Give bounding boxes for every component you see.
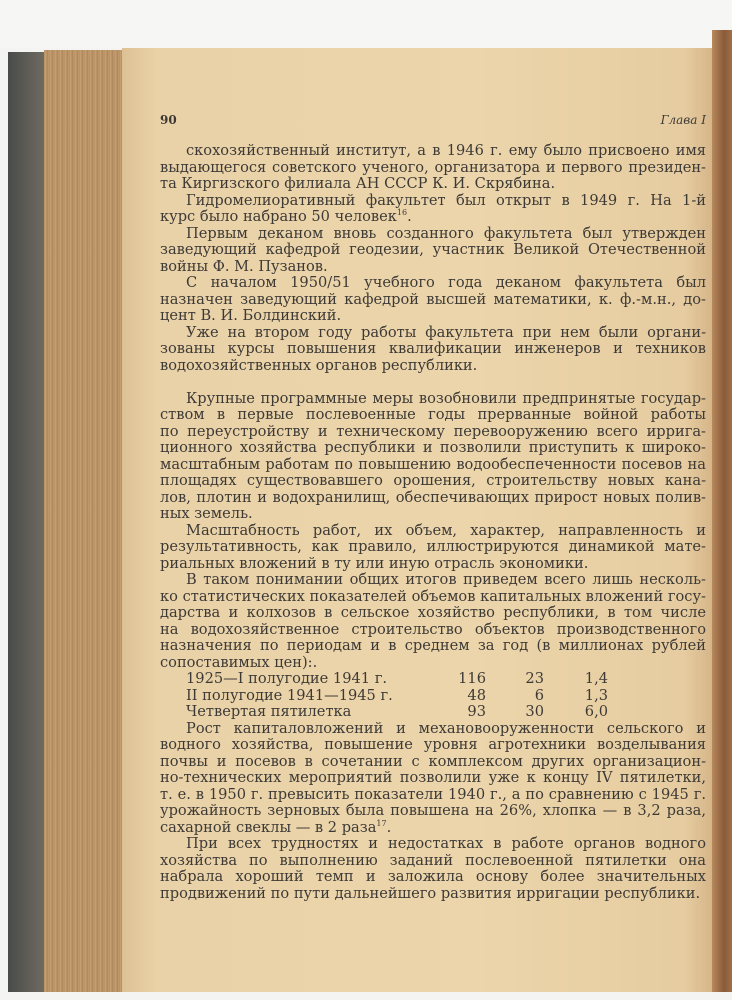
footnote-ref: 16: [396, 208, 408, 218]
line-text: продвижений по пути дальнейшего развития ирригации республики: [160, 884, 696, 902]
text-line: [160, 457, 706, 474]
line-text: назначен заведующий кафедрой высшей математики, к. ф.-м.н., до-: [160, 290, 706, 308]
line-text: набрала хороший темп и заложила основу более значительных: [160, 868, 706, 885]
text-line: водохозяйственных органов республики.: [160, 356, 478, 374]
text-line: [160, 226, 706, 243]
line-text: цент В. И. Болдинский: [160, 307, 337, 324]
text-line: [160, 325, 706, 342]
paragraph: [160, 275, 706, 325]
line-text: выдающегося советского ученого, организатора и первого президен-: [160, 158, 706, 176]
line-text: хозяйства по выполнению заданий послевоенной пятилетки она: [160, 851, 706, 869]
line-text: урожайность зерновых была повышена на 26%, хлопка — в 3,2 раза,: [160, 802, 706, 819]
text-line: [160, 539, 706, 556]
text-line: [160, 391, 706, 408]
paragraph: [160, 226, 706, 276]
running-header: [160, 113, 706, 127]
line-text: С началом 1950/51 учебного года деканом факультета был: [186, 274, 706, 291]
text-line: [160, 440, 706, 457]
table-cell: II полугодие 1941—1945 г.: [186, 686, 393, 704]
line-text: войны Ф. М. Пузанов: [160, 257, 324, 275]
text-line: продвижений по пути дальнейшего развития ирригации республики.: [160, 884, 701, 902]
text-line: [160, 803, 706, 820]
body-text: [160, 143, 706, 902]
text-line: [160, 572, 706, 589]
text-line: курс было набрано 50 человек$^{16}$.: [160, 208, 412, 225]
line-text: результативность, как правило, иллюстрируются динамикой мате-: [160, 538, 706, 555]
paragraph: [160, 523, 706, 573]
text-line: [160, 836, 706, 853]
text-line: [160, 341, 706, 358]
page-number: 90: [160, 113, 177, 127]
line-text: по переустройству и техническому перевооружению всего ирригa-: [160, 422, 706, 440]
line-text: заведующий кафедрой геодезии, участник Великой Отечественной: [160, 241, 706, 258]
line-text: ных земель: [160, 505, 249, 522]
text-line: [160, 787, 706, 804]
book-edge: [8, 52, 44, 992]
table-cell: 116: [458, 670, 486, 687]
text-line: риальных вложений в ту или иную отрасль экономики.: [160, 554, 589, 572]
paragraph: [160, 836, 706, 902]
line-text: но-технических мероприятий позволили уже к концу IV пятилетки,: [160, 769, 706, 786]
text-line: ных земель.: [160, 505, 253, 522]
text-line: сахарной свеклы — в 2 раза$^{17}$.: [160, 818, 392, 836]
line-text: на водохозяйственное строительство объектов производственного: [160, 620, 706, 638]
line-text: масштабным работам по повышению водообеспеченности посевов на: [160, 455, 706, 473]
line-text: Крупные программные меры возобновили предпринятые государ-: [186, 389, 706, 407]
table-cell: 23: [525, 670, 544, 687]
text-line: та Киргизского филиала АН СССР К. И. Скрябина.: [160, 175, 556, 192]
text-line: [160, 292, 706, 309]
text-line: [160, 721, 706, 738]
text-line: цент В. И. Болдинский.: [160, 307, 342, 324]
line-text: скохозяйственный институт, а в 1946 г. ему было присвоено имя: [186, 142, 706, 159]
table-cell: 1,3: [584, 686, 608, 704]
book-edge-right: [712, 30, 732, 992]
line-text: Гидромелиоративный факультет был открыт в 1949 г. На 1-й: [186, 191, 706, 209]
line-text: Рост капиталовложений и механовооруженности сельского и: [186, 719, 706, 737]
text-line: [160, 242, 706, 259]
paragraph: [160, 391, 706, 523]
text-line: [160, 589, 706, 606]
text-line: [160, 869, 706, 886]
line-text: При всех трудностях и недостатках в работе органов водного: [186, 835, 706, 852]
investment-table: [160, 671, 706, 721]
paragraph: [160, 325, 706, 375]
line-text: сахарной свеклы — в 2 раза: [160, 818, 377, 836]
table-row: [160, 688, 706, 705]
text-line: [160, 407, 706, 424]
line-text: ко статистических показателей объемов капитальных вложений госу-: [160, 587, 706, 605]
paragraph: [160, 193, 706, 226]
text-line: [160, 853, 706, 870]
text-line: [160, 160, 706, 177]
text-line: [160, 605, 706, 622]
text-line: [160, 770, 706, 787]
table-cell: 93: [467, 703, 486, 720]
line-text: ционного хозяйства республики и позволили приступить к широко-: [160, 439, 706, 456]
line-text: водного хозяйства, повышение уровня агротехники возделывания: [160, 736, 706, 753]
line-text: площадях существовавшего орошения, строительству новых кана-: [160, 472, 706, 489]
line-text: сопоставимых цен):: [160, 653, 313, 671]
text-line: [160, 638, 706, 655]
line-text: Первым деканом вновь созданного факультета был утвержден: [186, 224, 706, 242]
line-text: назначения по периодам и в среднем за год (в миллионах рублей: [160, 637, 706, 654]
table-cell: 1925—I полугодие 1941 г.: [186, 670, 387, 687]
text-line: [160, 754, 706, 771]
table-cell: Четвертая пятилетка: [186, 703, 352, 720]
table-cell: 6,0: [584, 703, 608, 720]
line-text: Уже на втором году работы факультета при нем были органи-: [186, 323, 706, 341]
line-text: В таком понимании общих итогов приведем всего лишь несколь-: [186, 571, 706, 588]
text-line: [160, 193, 706, 210]
section-gap: [160, 374, 706, 391]
paragraph: [160, 572, 706, 671]
table-cell: 1,4: [584, 670, 608, 687]
line-text: Масштабность работ, их объем, характер, направленность и: [186, 521, 706, 539]
table-cell: 30: [525, 703, 544, 720]
line-text: водохозяйственных органов республики: [160, 356, 473, 374]
line-text: курс было набрано 50 человек: [160, 208, 397, 225]
text-line: [160, 523, 706, 540]
line-text: зованы курсы повышения квалификации инженеров и техников: [160, 340, 706, 357]
text-line: [160, 737, 706, 754]
chapter-title: Глава I: [660, 113, 706, 127]
line-text: ством в первые послевоенные годы прерванные войной работы: [160, 406, 706, 423]
line-text: т. е. в 1950 г. превысить показатели 1940 г., а по сравнению с 1945 г.: [160, 785, 706, 803]
line-text: лов, плотин и водохранилищ, обеспечивающих прирост новых полив-: [160, 488, 706, 506]
table-cell: 6: [534, 686, 544, 704]
paragraph: [160, 143, 706, 193]
text-line: [160, 490, 706, 507]
line-text: риальных вложений в ту или иную отрасль экономики: [160, 554, 584, 572]
page-stack-edge: [44, 50, 124, 992]
line-text: дарства и колхозов в сельское хозяйство республики, в том числе: [160, 604, 706, 621]
text-line: [160, 275, 706, 292]
text-line: [160, 622, 706, 639]
line-text: та Киргизского филиала АН СССР К. И. Скрябина: [160, 175, 551, 192]
line-text: почвы и посевов в сочетании с комплексом других организацион-: [160, 752, 706, 770]
table-row: [160, 704, 706, 721]
text-line: [160, 143, 706, 160]
table-row: [160, 671, 706, 688]
text-line: сопоставимых цен):.: [160, 653, 318, 671]
text-line: [160, 424, 706, 441]
text-line: [160, 473, 706, 490]
table-cell: 48: [467, 686, 486, 704]
text-line: войны Ф. М. Пузанов.: [160, 257, 328, 275]
scan-background: [0, 0, 732, 48]
footnote-ref: 17: [376, 818, 387, 828]
paragraph: [160, 721, 706, 837]
